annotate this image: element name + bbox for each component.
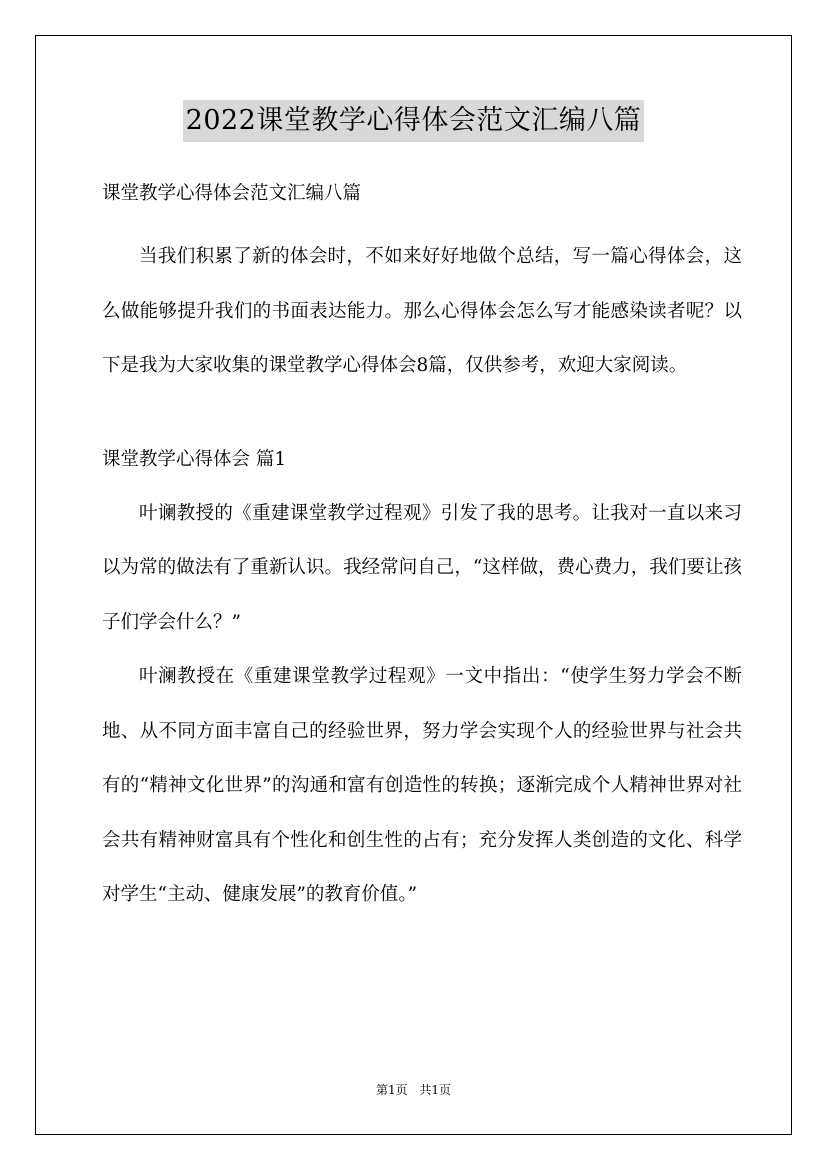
page-number-current: 第1页 <box>375 1083 408 1097</box>
body-paragraph: 叶澜教授在《重建课堂教学过程观》一文中指出：“使学生努力学会不断地、从不同方面丰富自己的经验世界，努力学会实现个人的经验世界与社会共有的“精神文化世界”的沟通和富有创造性的转换；逐渐完成个人精神世界对社会共有精神财富具有个性化和创生性的占有；充分发挥人类创造的文化、科学对学生“主动、健康发展”的教育价值。” <box>102 666 742 905</box>
document-body <box>102 176 742 923</box>
title-container <box>0 100 827 142</box>
page-footer <box>0 1082 827 1098</box>
document-title: 2022课堂教学心得体会范文汇编八篇 <box>183 100 645 142</box>
document-subtitle: 课堂教学心得体会范文汇编八篇 <box>102 183 362 204</box>
body-paragraph: 叶谰教授的《重建课堂教学过程观》引发了我的思考。让我对一直以来习以为常的做法有了重新认识。我经常问自己，“这样做，费心费力，我们要让孩子们学会什么？” <box>102 502 742 633</box>
page-number-total: 共1页 <box>419 1083 452 1097</box>
section-heading: 课堂教学心得体会 篇1 <box>102 448 287 470</box>
intro-paragraph: 当我们积累了新的体会时，不如来好好地做个总结，写一篇心得体会，这么做能够提升我们的书面表达能力。那么心得体会怎么写才能感染读者呢？以下是我为大家收集的课堂教学心得体会8篇，仅供参考，欢迎大家阅读。 <box>102 246 742 376</box>
